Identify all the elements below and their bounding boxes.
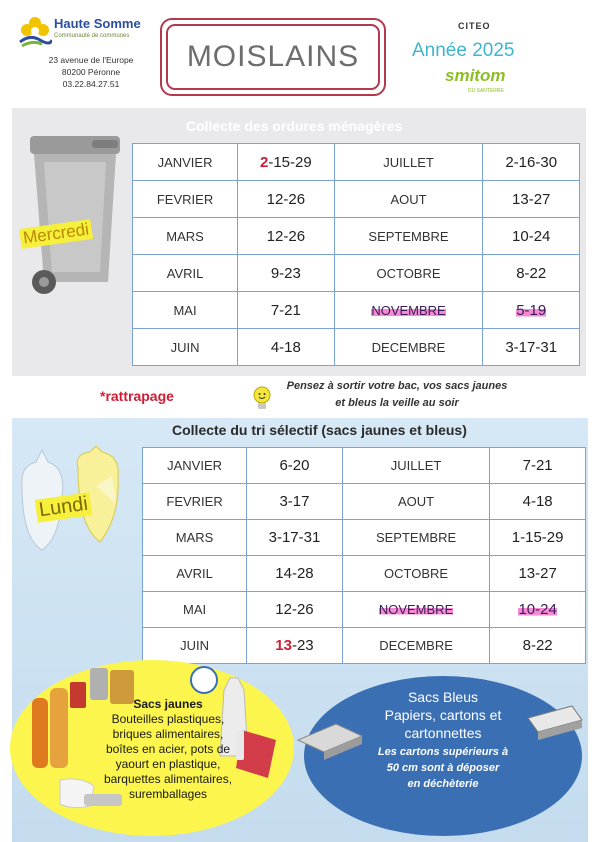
month-cell: JUIN	[133, 329, 238, 366]
month-cell: MARS	[133, 218, 238, 255]
dates-cell: 9-23	[238, 255, 335, 292]
phone-number: 03.22.84.27.51	[62, 79, 120, 89]
dates-text: -23	[291, 637, 314, 654]
month-cell: SEPTEMBRE	[342, 520, 489, 556]
collection-day-label: Mercredi	[19, 219, 93, 249]
org-name: Haute Somme	[54, 16, 141, 31]
town-name-box	[160, 18, 386, 96]
wheelie-bin-icon	[22, 132, 126, 304]
month-cell: SEPTEMBRE	[334, 218, 483, 255]
citeo-logo: CITEO	[458, 21, 491, 31]
dates-cell	[238, 144, 335, 181]
dates-cell: 13-27	[483, 181, 580, 218]
catch-up-legend: *rattrapage	[100, 388, 174, 404]
dates-text: -15-29	[268, 153, 312, 171]
month-cell: OCTOBRE	[342, 556, 489, 592]
table-row	[133, 144, 580, 181]
table-row	[143, 520, 586, 556]
smitom-logo: smitom	[445, 66, 506, 85]
dates-cell: 2-16-30	[483, 144, 580, 181]
table-row	[143, 628, 586, 664]
month-cell: MAI	[143, 592, 247, 628]
dates-cell: 1-15-29	[490, 520, 586, 556]
blue-bags-item: cartonnettes	[404, 725, 482, 741]
table-row	[143, 592, 586, 628]
yellow-bags-title: Sacs jaunes	[133, 697, 203, 711]
dates-cell	[490, 592, 586, 628]
table-row	[143, 448, 586, 484]
yellow-bags-item: Bouteilles plastiques,	[111, 712, 225, 726]
yellow-bags-item: yaourt en plastique,	[115, 757, 221, 771]
month-cell: FEVRIER	[143, 484, 247, 520]
blue-bags-info	[345, 688, 541, 792]
address-line: 80200 Péronne	[61, 67, 121, 77]
haute-somme-logo	[14, 12, 154, 52]
catch-up-date: 13	[275, 637, 292, 654]
month-cell: MARS	[143, 520, 247, 556]
dates-cell: 8-22	[490, 628, 586, 664]
dates-cell: 8-22	[483, 255, 580, 292]
table-row	[133, 329, 580, 366]
reminder-text: Pensez à sortir votre bac, vos sacs jaunes et bleus la veille au soir	[286, 380, 508, 409]
household-section-title: Collecte des ordures ménagères	[186, 118, 403, 134]
dates-cell: 3-17-31	[483, 329, 580, 366]
highlighted-dates: 5-19	[516, 301, 547, 319]
dates-cell: 3-17-31	[247, 520, 343, 556]
catch-up-date: 2	[260, 153, 269, 171]
lightbulb-icon	[253, 386, 271, 412]
year-label: Année 2025	[412, 40, 515, 61]
month-cell: JUILLET	[342, 448, 489, 484]
month-cell: AOUT	[342, 484, 489, 520]
month-cell: DECEMBRE	[334, 329, 483, 366]
org-address	[16, 54, 166, 90]
dates-cell: 4-18	[238, 329, 335, 366]
yellow-bags-item: barquettes alimentaires,	[103, 772, 233, 786]
month-cell: MAI	[133, 292, 238, 329]
note-line: Les cartons supérieurs à	[377, 746, 509, 758]
town-name: MOISLAINS	[186, 40, 360, 73]
table-row	[133, 292, 580, 329]
month-cell: JANVIER	[143, 448, 247, 484]
dates-cell: 7-21	[490, 448, 586, 484]
month-cell	[342, 592, 489, 628]
dates-cell: 12-26	[238, 218, 335, 255]
yellow-bags-item: boîtes en acier, pots de	[105, 742, 231, 756]
smitom-subtitle: DU SANTERRE	[468, 88, 504, 94]
yellow-bags-info	[98, 697, 238, 802]
dates-cell: 4-18	[490, 484, 586, 520]
dates-cell: 10-24	[483, 218, 580, 255]
recycling-section-title: Collecte du tri sélectif (sacs jaunes et bleus)	[172, 422, 467, 438]
table-row	[133, 181, 580, 218]
month-cell: JUIN	[143, 628, 247, 664]
month-cell: FEVRIER	[133, 181, 238, 218]
dates-cell: 12-26	[247, 592, 343, 628]
month-cell: AVRIL	[133, 255, 238, 292]
dates-cell: 6-20	[247, 448, 343, 484]
month-cell	[334, 292, 483, 329]
blue-bags-item: Papiers, cartons et	[384, 707, 502, 723]
month-cell: AVRIL	[143, 556, 247, 592]
blue-bags-note	[345, 744, 541, 792]
blue-bags-title: Sacs Bleus	[407, 689, 479, 705]
yellow-bags-item: suremballages	[128, 787, 208, 801]
dates-cell: 7-21	[238, 292, 335, 329]
month-cell: JUILLET	[334, 144, 483, 181]
highlighted-month: NOVEMBRE	[371, 302, 446, 318]
note-line: en déchèterie	[407, 778, 479, 790]
household-calendar-table	[132, 143, 580, 366]
table-row	[143, 556, 586, 592]
dates-cell: 12-26	[238, 181, 335, 218]
address-line: 23 avenue de l'Europe	[48, 55, 134, 65]
table-row	[143, 484, 586, 520]
flower-logo-icon	[18, 14, 52, 48]
table-row	[133, 218, 580, 255]
month-cell: AOUT	[334, 181, 483, 218]
dates-cell	[483, 292, 580, 329]
table-row	[133, 255, 580, 292]
dates-cell	[247, 628, 343, 664]
highlighted-dates: 10-24	[518, 601, 557, 618]
dates-cell: 14-28	[247, 556, 343, 592]
month-cell: DECEMBRE	[342, 628, 489, 664]
recycling-calendar-table	[142, 447, 586, 664]
collection-day-label: Lundi	[35, 492, 93, 522]
month-cell: JANVIER	[133, 144, 238, 181]
highlighted-month: NOVEMBRE	[378, 602, 454, 617]
note-line: 50 cm sont à déposer	[386, 762, 500, 774]
yellow-bags-item: briques alimentaires,	[112, 727, 224, 741]
dates-cell: 3-17	[247, 484, 343, 520]
month-cell: OCTOBRE	[334, 255, 483, 292]
dates-cell: 13-27	[490, 556, 586, 592]
org-tagline: Communauté de communes	[54, 33, 130, 39]
